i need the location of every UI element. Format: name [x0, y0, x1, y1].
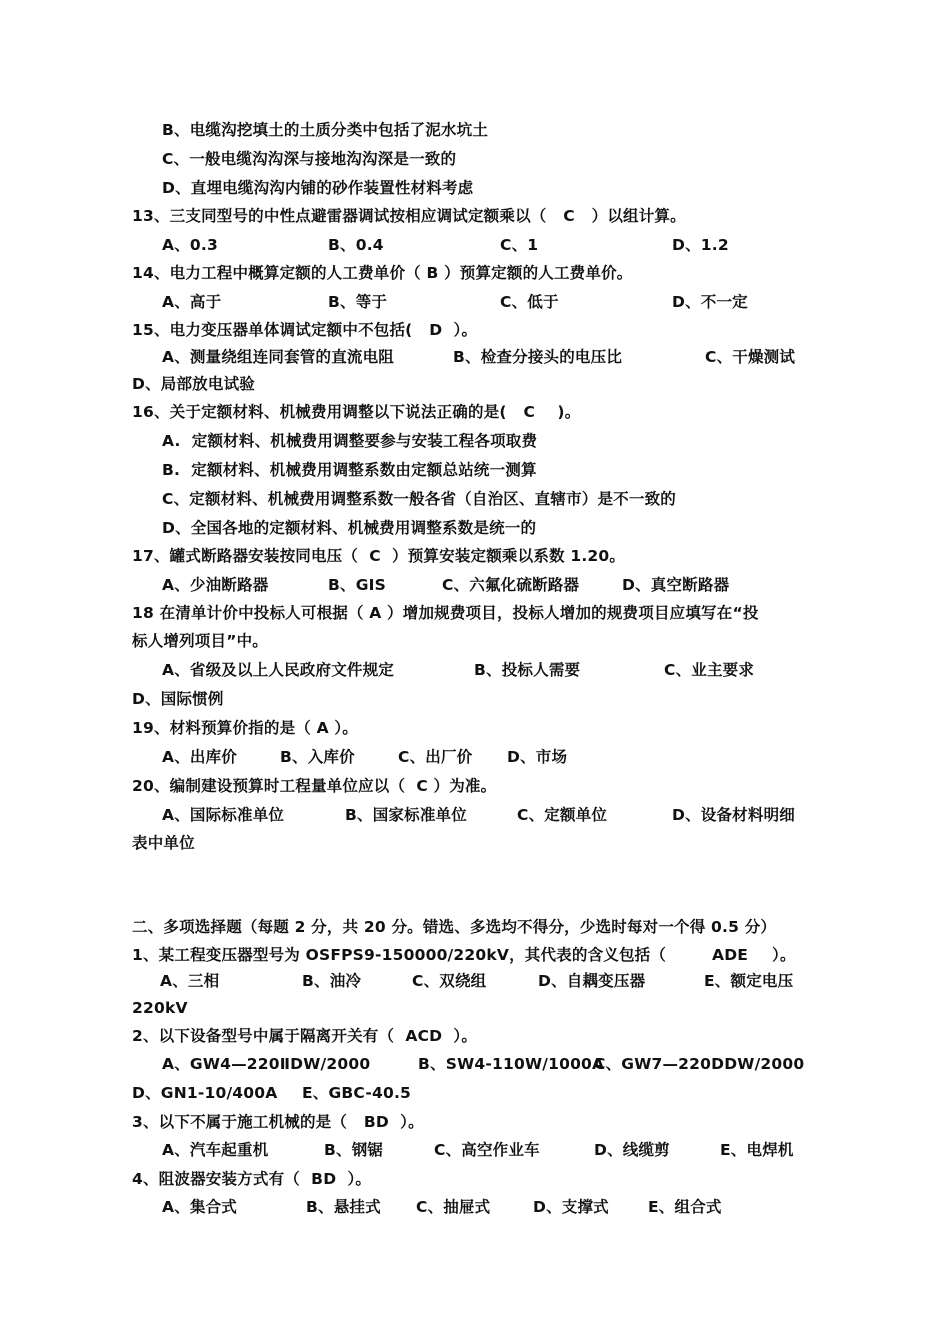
- q14-option-b: B、等于: [328, 293, 388, 311]
- mq1-option-c: C、双绕组: [412, 972, 487, 990]
- mq1-option-e-continued: 220kV: [132, 999, 188, 1017]
- mq4-option-a: A、集合式: [162, 1198, 237, 1216]
- mq2-option-d: D、GN1-10/400A: [132, 1084, 278, 1102]
- q19-option-d: D、市场: [507, 748, 568, 766]
- mq3-option-d: D、线缆剪: [594, 1141, 670, 1159]
- mq1-stem-end: ）。: [772, 946, 796, 964]
- q18-option-b: B、投标人需要: [474, 661, 581, 679]
- q13-option-b: B、0.4: [328, 236, 384, 254]
- mq2-option-a: A、GW4—220ⅡDW/2000: [162, 1055, 371, 1073]
- mq4-stem: 4、阻波器安装方式有（ BD ）。: [132, 1170, 372, 1188]
- q13-option-a: A、0.3: [162, 236, 218, 254]
- q17-option-d: D、真空断路器: [622, 576, 730, 594]
- q16-option-b: B. 定额材料、机械费用调整系数由定额总站统一测算: [162, 461, 537, 479]
- q12-option-b: B、电缆沟挖填土的土质分类中包括了泥水坑土: [162, 121, 489, 139]
- q19-option-b: B、入库价: [280, 748, 355, 766]
- mq4-option-b: B、悬挂式: [306, 1198, 381, 1216]
- mq2-stem: 2、以下设备型号中属于隔离开关有（ ACD ）。: [132, 1027, 478, 1045]
- q17-option-a: A、少油断路器: [162, 576, 269, 594]
- mq1-stem: 1、某工程变压器型号为 OSFPS9-150000/220kV，其代表的含义包括（: [132, 946, 667, 964]
- mq1-answer: ADE: [712, 946, 749, 964]
- q20-option-d-continued: 表中单位: [132, 834, 195, 852]
- section-heading-multiple-choice: 二、多项选择题（每题 2 分，共 20 分。错选、多选均不得分，少选时每对一个得 0.5 分）: [132, 918, 777, 936]
- q12-option-d: D、直埋电缆沟沟内铺的砂作装置性材料考虑: [162, 179, 474, 197]
- mq1-option-e: E、额定电压: [704, 972, 794, 990]
- q18-stem-continued: 标人增列项目”中。: [132, 632, 268, 650]
- q13-option-c: C、1: [500, 236, 539, 254]
- q17-option-c: C、六氟化硫断路器: [442, 576, 580, 594]
- q19-option-a: A、出库价: [162, 748, 237, 766]
- mq3-option-c: C、高空作业车: [434, 1141, 540, 1159]
- q18-option-c: C、业主要求: [664, 661, 755, 679]
- mq4-option-d: D、支撑式: [533, 1198, 609, 1216]
- q15-option-a: A、测量绕组连同套管的直流电阻: [162, 348, 394, 366]
- q16-option-c: C、定额材料、机械费用调整系数一般各省（自治区、直辖市）是不一致的: [162, 490, 676, 508]
- q20-option-c: C、定额单位: [517, 806, 608, 824]
- mq2-option-b: B、SW4-110W/1000A: [418, 1055, 605, 1073]
- mq3-option-a: A、汽车起重机: [162, 1141, 269, 1159]
- mq1-option-b: B、油冷: [302, 972, 362, 990]
- q20-option-a: A、国际标准单位: [162, 806, 285, 824]
- q19-option-c: C、出厂价: [398, 748, 473, 766]
- q15-option-b: B、检查分接头的电压比: [453, 348, 623, 366]
- q17-stem: 17、罐式断路器安装按同电压（ C ）预算安装定额乘以系数 1.20。: [132, 547, 626, 565]
- mq1-option-d: D、自耦变压器: [538, 972, 646, 990]
- q14-option-d: D、不一定: [672, 293, 748, 311]
- q18-option-d: D、国际惯例: [132, 690, 224, 708]
- q12-option-c: C、一般电缆沟沟深与接地沟沟深是一致的: [162, 150, 457, 168]
- q13-option-d: D、1.2: [672, 236, 729, 254]
- mq4-option-e: E、组合式: [648, 1198, 722, 1216]
- q13-stem: 13、三支同型号的中性点避雷器调试按相应调试定额乘以（ C ）以组计算。: [132, 207, 686, 225]
- q18-stem: 18 在清单计价中投标人可根据（ A ）增加规费项目，投标人增加的规费项目应填写在“投: [132, 604, 759, 622]
- mq4-option-c: C、抽屉式: [416, 1198, 491, 1216]
- q14-stem: 14、电力工程中概算定额的人工费单价（ B ）预算定额的人工费单价。: [132, 264, 633, 282]
- mq3-option-b: B、钢锯: [324, 1141, 384, 1159]
- q15-stem: 15、电力变压器单体调试定额中不包括( D ）。: [132, 321, 478, 339]
- q15-option-c: C、干燥测试: [705, 348, 796, 366]
- q20-option-d: D、设备材料明细: [672, 806, 795, 824]
- mq3-stem: 3、以下不属于施工机械的是（ BD ）。: [132, 1113, 424, 1131]
- q16-option-a: A. 定额材料、机械费用调整要参与安装工程各项取费: [162, 432, 538, 450]
- q16-option-d: D、全国各地的定额材料、机械费用调整系数是统一的: [162, 519, 537, 537]
- q19-stem: 19、材料预算价指的是（ A ）。: [132, 719, 359, 737]
- q20-stem: 20、编制建设预算时工程量单位应以（ C ）为准。: [132, 777, 497, 795]
- mq2-option-c: C、GW7—220DDW/2000: [594, 1055, 805, 1073]
- mq1-option-a: A、三相: [160, 972, 220, 990]
- q18-option-a: A、省级及以上人民政府文件规定: [162, 661, 394, 679]
- q15-option-d: D、局部放电试验: [132, 375, 255, 393]
- q17-option-b: B、GIS: [328, 576, 386, 594]
- q16-stem: 16、关于定额材料、机械费用调整以下说法正确的是( C )。: [132, 403, 581, 421]
- q14-option-a: A、高于: [162, 293, 222, 311]
- q14-option-c: C、低于: [500, 293, 559, 311]
- mq3-option-e: E、电焊机: [720, 1141, 794, 1159]
- q20-option-b: B、国家标准单位: [345, 806, 467, 824]
- mq2-option-e: E、GBC-40.5: [302, 1084, 412, 1102]
